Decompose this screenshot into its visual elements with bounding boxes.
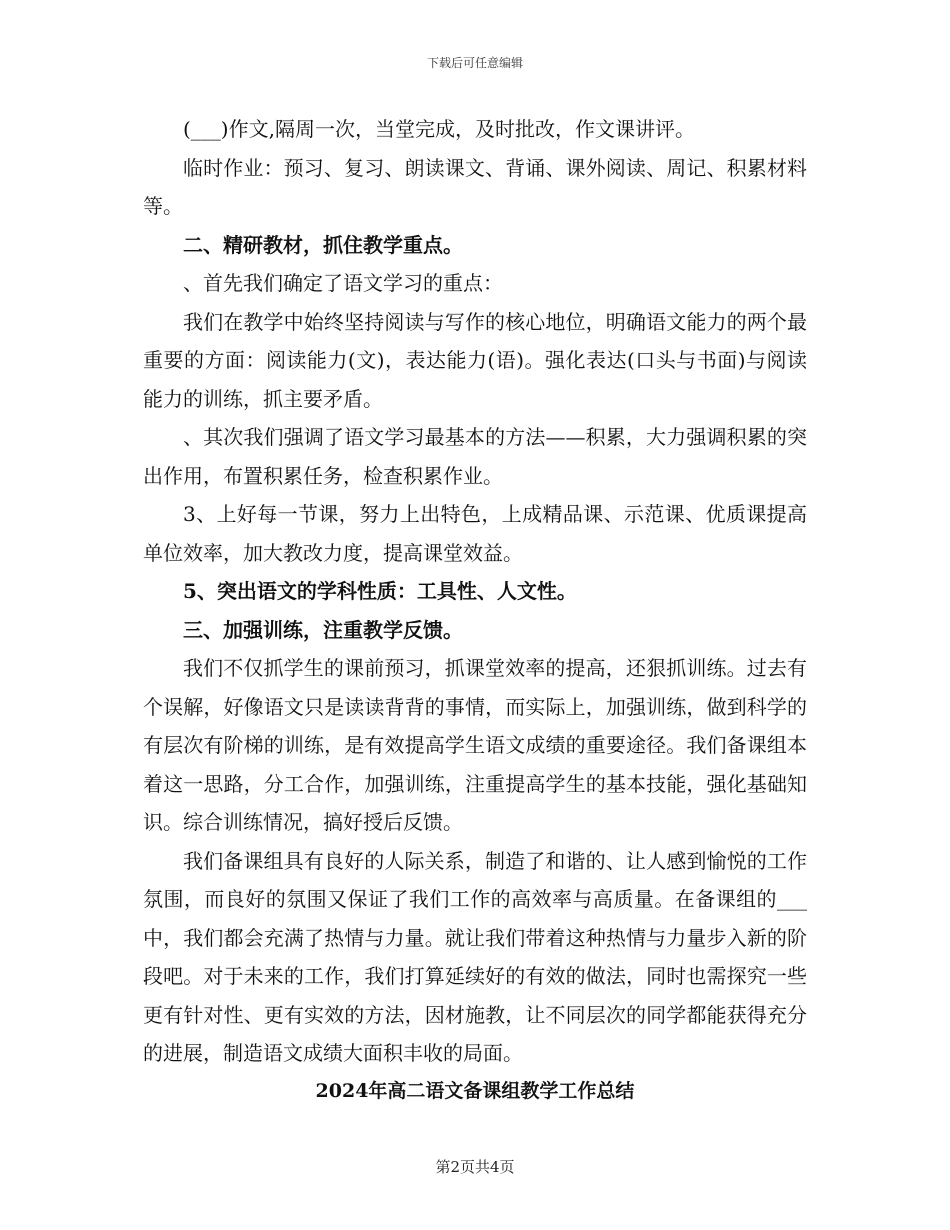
section-heading-2: 二、精研教材，抓住教学重点。 [183, 232, 463, 257]
section-heading-3: 三、加强训练，注重教学反馈。 [183, 617, 463, 642]
paragraph-team-atmosphere: 我们备课组具有良好的人际关系，制造了和谐的、让人感到愉悦的工作氛围，而良好的氛围又保证了我们工作的高效率与高质量。在备课组的___中，我们都会充满了热情与力量。就让我们带着这种热情与力量步入新的阶段吧。对于未来的工作，我们打算延续好的有效的做法，同时也需探究一些更有针对性、更有实效的方法，因材施教，让不同层次的同学都能获得充分的进展，制造语文成绩大面积丰收的局面。 [143, 848, 807, 1065]
document-body [143, 110, 807, 1073]
page-number: 第2页共4页 [435, 1158, 515, 1176]
paragraph-temporary-homework: 临时作业：预习、复习、朗读课文、背诵、课外阅读、周记、积累材料等。 [143, 155, 807, 218]
header-note: 下载后可任意编辑 [426, 56, 523, 70]
paragraph-training: 我们不仅抓学生的课前预习，抓课堂效率的提高，还狠抓训练。过去有个误解，好像语文只是读读背背的事情，而实际上，加强训练，做到科学的有层次有阶梯的训练，是有效提高学生语文成绩的重要途径。我们备课组本着这一思路，分工合作，加强训练，注重提高学生的基本技能，强化基础知识。综合训练情况，搞好授后反馈。 [143, 656, 807, 834]
paragraph-lessons: 3、上好每一节课，努力上出特色，上成精品课、示范课、优质课提高单位效率，加大教改力度，提高课堂效益。 [143, 502, 807, 565]
document-title: 2024年高二语文备课组教学工作总结 [315, 1080, 635, 1102]
paragraph-accumulation: 、其次我们强调了语文学习最基本的方法——积累，大力强调积累的突出作用，布置积累任务，检查积累作业。 [143, 425, 807, 488]
paragraph-reading-writing: 我们在教学中始终坚持阅读与写作的核心地位，明确语文能力的两个最重要的方面：阅读能力(文)，表达能力(语)。强化表达(口头与书面)与阅读能力的训练，抓主要矛盾。 [143, 309, 807, 411]
paragraph-focus-intro: 、首先我们确定了语文学习的重点： [183, 271, 503, 295]
subheading-subject-nature: 5、突出语文的学科性质：工具性、人文性。 [183, 579, 577, 603]
paragraph-composition: (___)作文,隔周一次，当堂完成，及时批改，作文课讲评。 [183, 117, 695, 141]
